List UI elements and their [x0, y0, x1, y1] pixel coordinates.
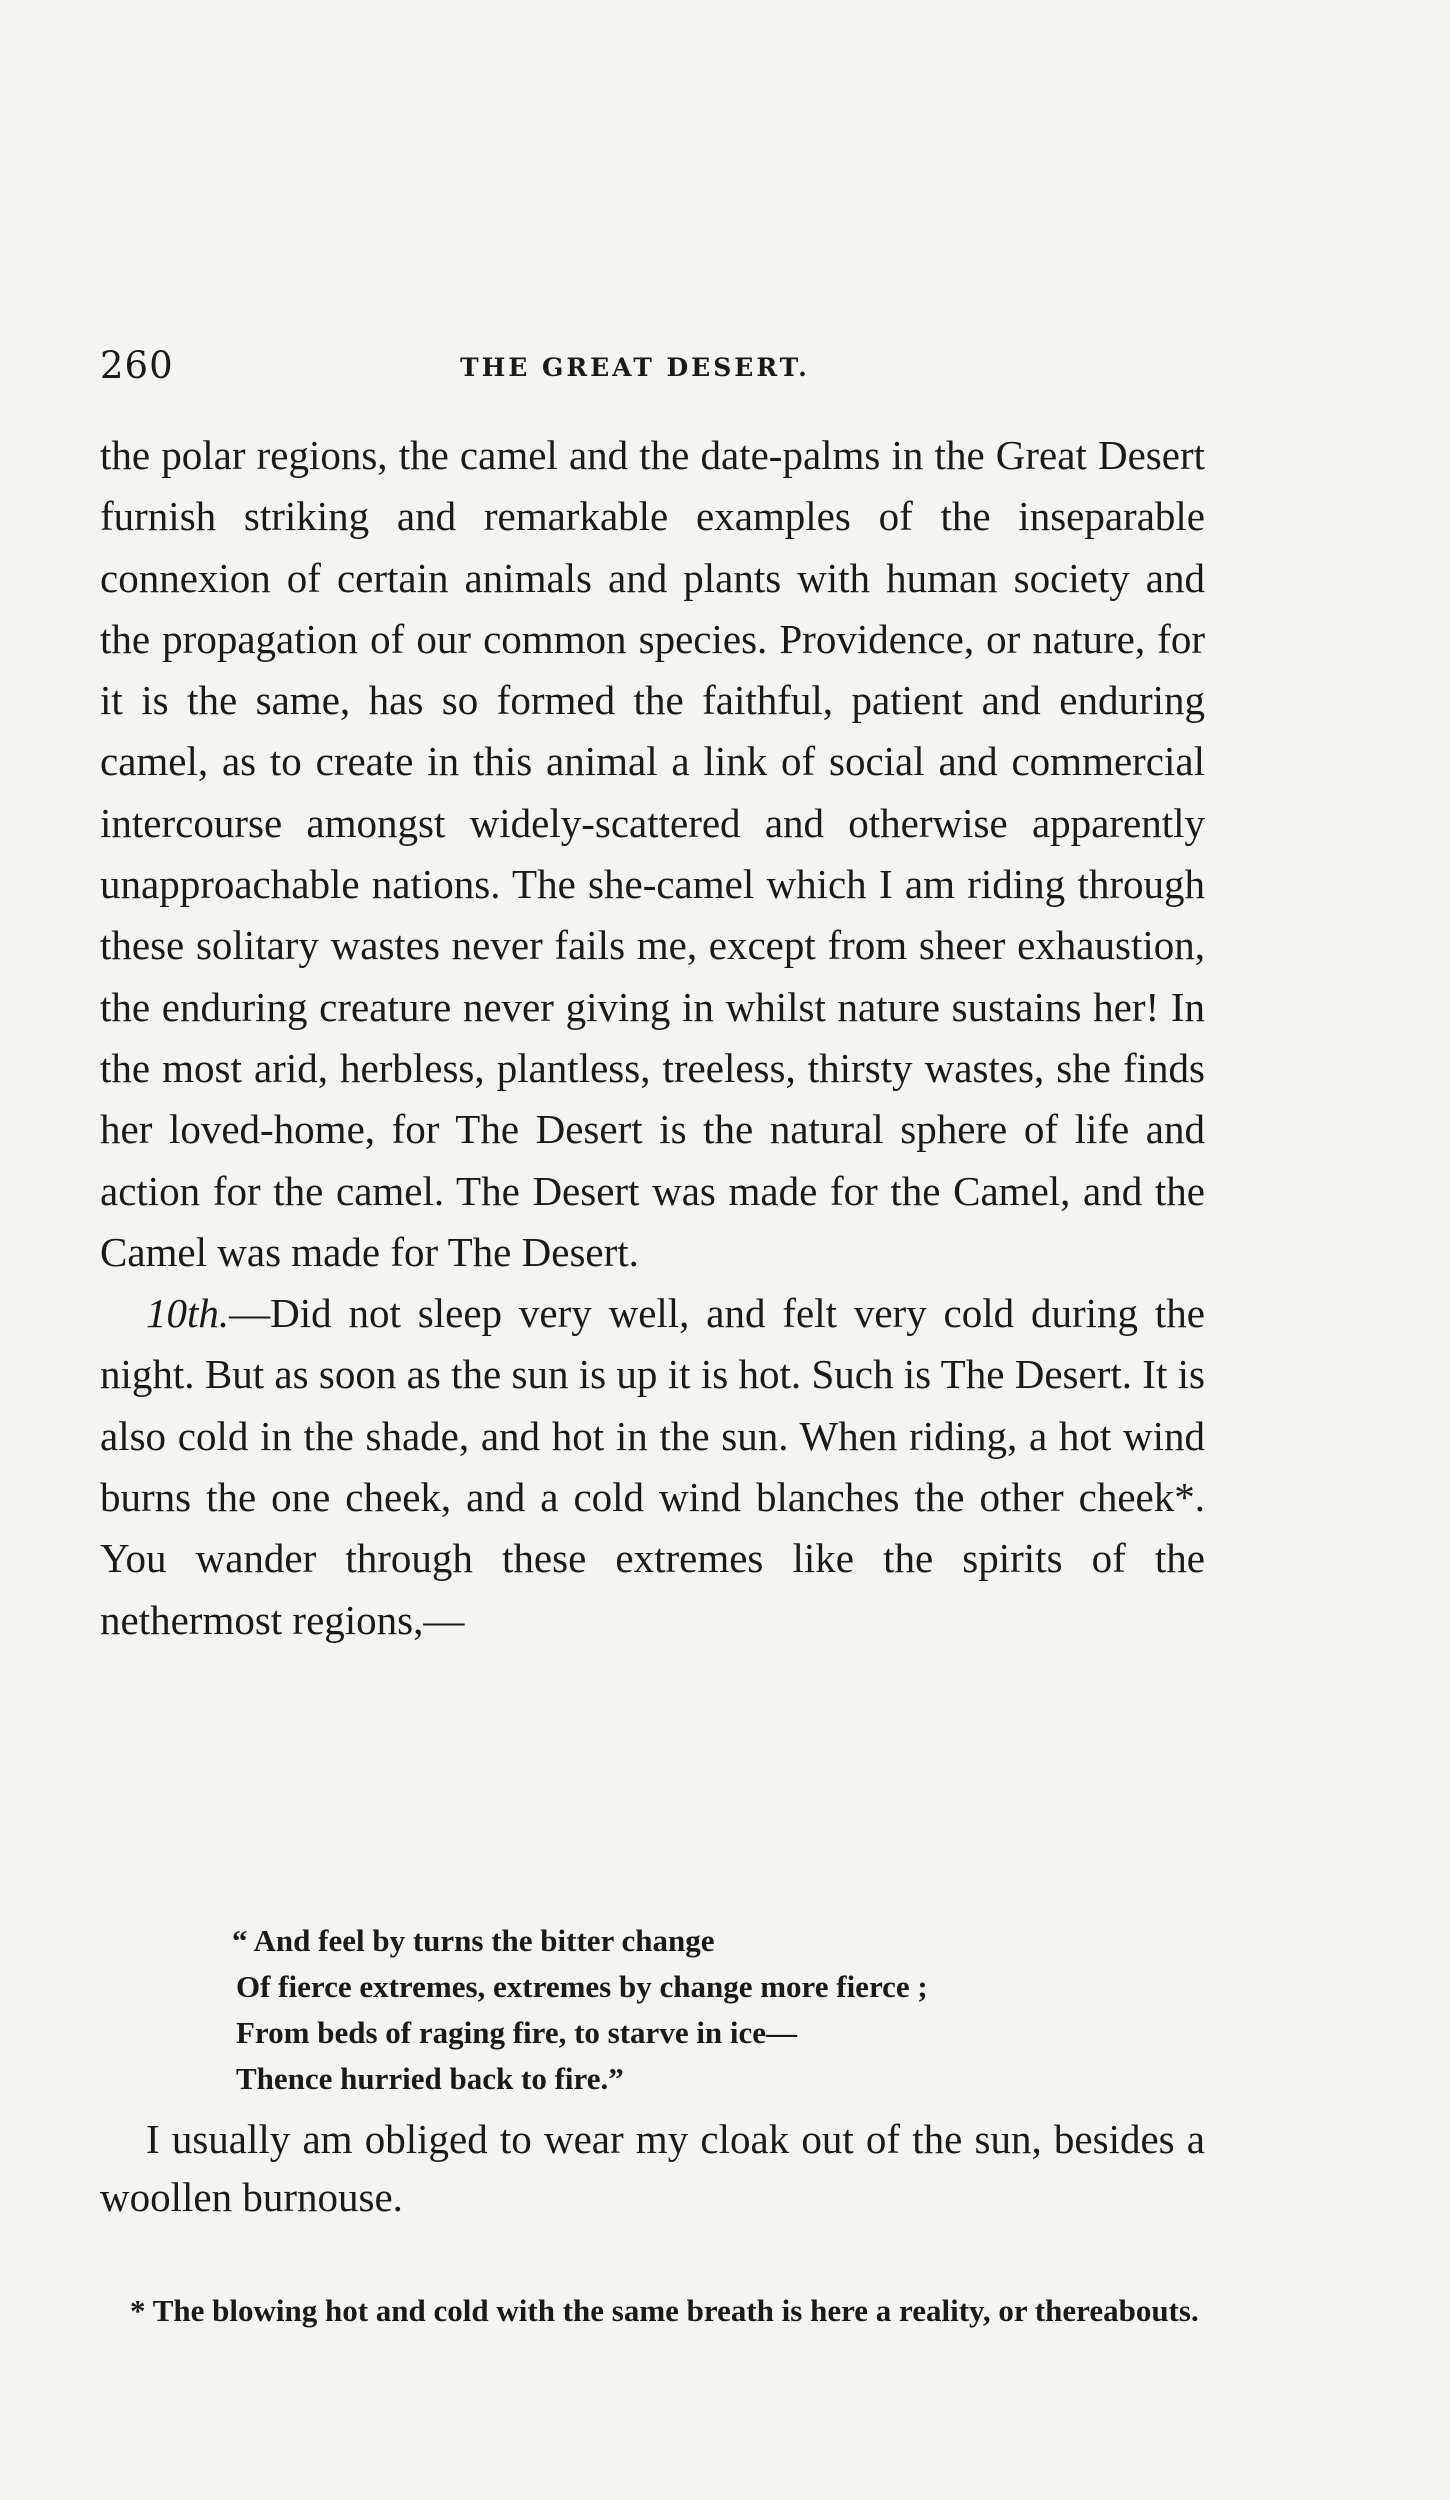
- verse-line: From beds of raging fire, to starve in ice—: [236, 2015, 798, 2050]
- paragraph-continued: the polar regions, the camel and the date-palms in the Great Desert furnish striking and remarkable examples of the inseparable connexion of certain animals and plants with human society and the propagation of our common species. Providence, or nature, for it is the same, has so formed the faithful, patient and enduring camel, as to create in this animal a link of social and commercial intercourse amongst widely-scattered and otherwise apparently unapproachable nations. The she-camel which I am riding through these solitary wastes never fails me, except from sheer exhaustion, the enduring creature never giving in whilst nature sustains her! In the most arid, herbless, plantless, treeless, thirsty wastes, she finds her loved-home, for The Desert is the natural sphere of life and action for the camel. The Desert was made for the Camel, and the Camel was made for The Desert.: [100, 432, 1205, 1275]
- main-text: [100, 425, 1205, 1651]
- verse-line: Thence hurried back to fire.”: [236, 2061, 624, 2096]
- footnote-text: * The blowing hot and cold with the same breath is here a reality, or thereabouts.: [130, 2293, 1199, 2328]
- page-number: 260: [100, 344, 174, 387]
- running-head: THE GREAT DESERT.: [460, 353, 810, 382]
- page-header: [100, 344, 1190, 404]
- verse-line: Of fierce extremes, extremes by change more fierce ;: [236, 1969, 928, 2004]
- date-mark: 10th.: [146, 1290, 230, 1337]
- paragraph-10th-text: —Did not sleep very well, and felt very cold during the night. But as soon as the sun is up it is hot. Such is The Desert. It is also cold in the shade, and hot in the sun. When riding, a hot wind burns the one cheek, and a cold wind blanches the other cheek*. You wander through these extremes like the spirits of the nethermost regions,—: [100, 1290, 1205, 1643]
- paragraph-cloak: I usually am obliged to wear my cloak out of the sun, besides a woollen burnouse.: [100, 2116, 1205, 2220]
- footnote: [100, 2288, 1205, 2333]
- closing-paragraph: [100, 2110, 1205, 2226]
- verse-line: “ And feel by turns the bitter change: [232, 1923, 715, 1958]
- verse-quotation: [232, 1918, 1132, 2102]
- paragraph-10th: [100, 1283, 1205, 1651]
